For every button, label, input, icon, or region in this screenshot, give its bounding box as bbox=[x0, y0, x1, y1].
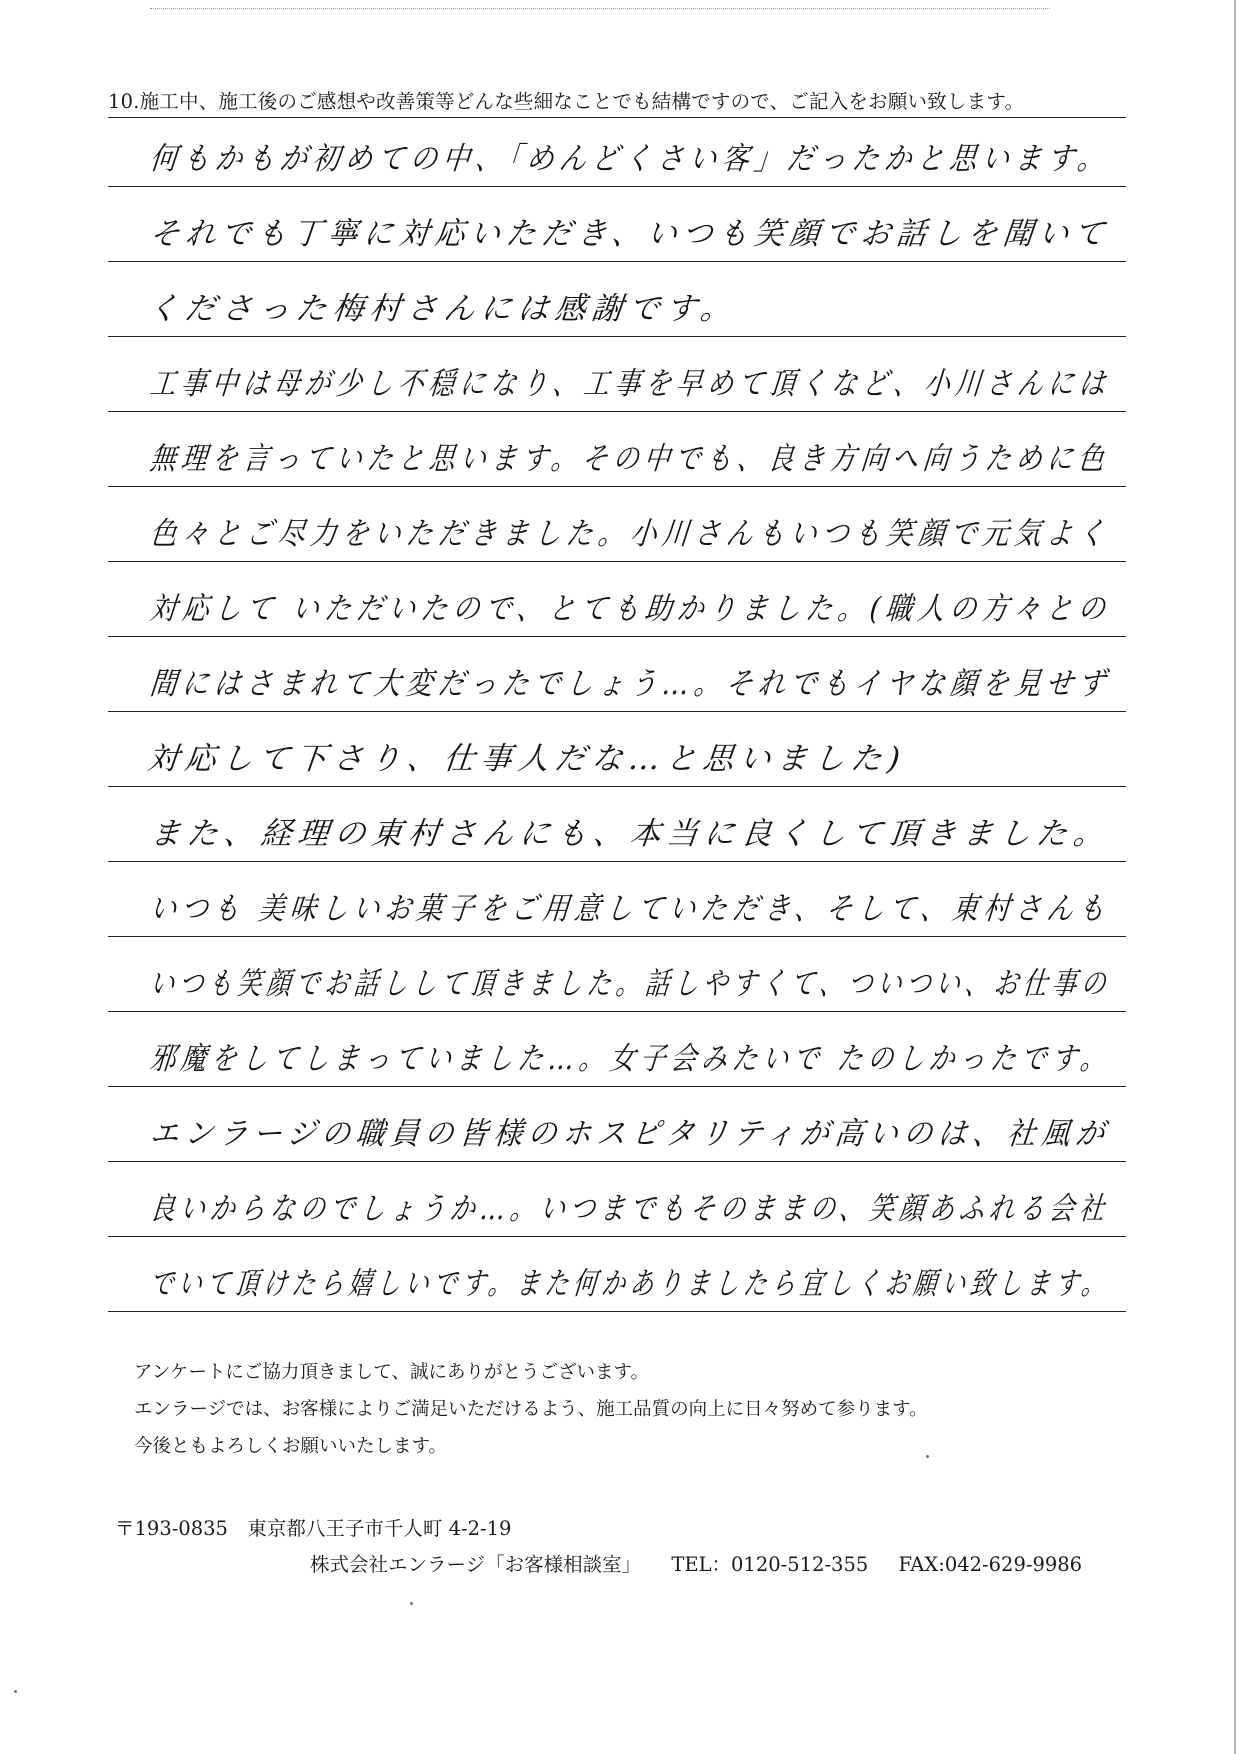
answer-line bbox=[108, 1087, 1126, 1162]
handwritten-text: 色々とご尽力をいただきました。小川さんもいつも笑顔で元気よく bbox=[148, 516, 1113, 552]
answer-line bbox=[108, 487, 1126, 562]
handwritten-text: また、経理の東村さんにも、本当に良くして頂きました。 bbox=[148, 816, 1112, 852]
handwritten-text: 無理を言っていたと思います。その中でも、良き方向へ向うために色 bbox=[148, 441, 1112, 477]
handwritten-text: くださった梅村さんには感謝です。 bbox=[145, 291, 740, 327]
answer-line bbox=[108, 862, 1126, 937]
handwritten-text: 何もかもが初めての中、「めんどくさい客」だったかと思います。 bbox=[148, 141, 1112, 177]
answer-line bbox=[108, 112, 1126, 187]
answer-line bbox=[108, 187, 1126, 262]
handwritten-text: いつも 美味しいお菓子をご用意していただき、そして、東村さんも bbox=[148, 891, 1112, 927]
answer-line bbox=[108, 937, 1126, 1012]
handwritten-text: 対応して いただいたので、とても助かりました。(職人の方々との bbox=[148, 591, 1113, 627]
handwritten-text: 対応して下さり、仕事人だな…と思いました) bbox=[145, 741, 908, 777]
scan-speck bbox=[14, 1690, 17, 1693]
company-contact bbox=[310, 1549, 1106, 1577]
answer-line bbox=[108, 562, 1126, 637]
answer-line bbox=[108, 412, 1126, 487]
answer-line bbox=[108, 262, 1126, 337]
fax-number: FAX:042-629-9986 bbox=[898, 1553, 1083, 1576]
scan-speck bbox=[926, 1455, 929, 1458]
question-heading: 10.施工中、施工後のご感想や改善策等どんな些細なことでも結構ですので、ご記入をお願い致します。 bbox=[108, 86, 1126, 118]
answer-line bbox=[108, 787, 1126, 862]
scan-edge-line bbox=[1234, 0, 1236, 1754]
answer-line bbox=[108, 712, 1126, 787]
handwritten-text: いつも笑顔でお話しして頂きました。話しやすくて、ついつい、お仕事の bbox=[148, 966, 1113, 1002]
answer-line bbox=[108, 1237, 1126, 1312]
answer-line bbox=[108, 337, 1126, 412]
handwritten-text: それでも丁寧に対応いただき、いつも笑顔でお話しを聞いて bbox=[148, 216, 1112, 252]
thanks-line: アンケートにご協力頂きまして、誠にありがとうございます。 bbox=[134, 1362, 650, 1383]
office-name: 株式会社エンラージ「お客様相談室」 bbox=[310, 1553, 642, 1576]
handwritten-text: 間にはさまれて大変だったでしょう…。それでもイヤな顔を見せず bbox=[148, 666, 1113, 702]
tel-number: TEL：0120-512-355 bbox=[671, 1553, 869, 1576]
answer-line bbox=[108, 1012, 1126, 1087]
scan-speck bbox=[410, 1602, 413, 1605]
answer-line bbox=[108, 637, 1126, 712]
handwritten-answer-area bbox=[108, 112, 1126, 1312]
handwritten-text: 良いからなのでしょうか…。いつまでもそのままの、笑顔あふれる会社 bbox=[148, 1191, 1112, 1227]
handwritten-text: エンラージの職員の皆様のホスピタリティが高いのは、社風が bbox=[148, 1116, 1112, 1152]
cut-off-header-strip bbox=[150, 0, 1050, 9]
company-address: 〒193-0835 東京都八王子市千人町 4-2-19 bbox=[115, 1517, 512, 1540]
thanks-line: 今後ともよろしくお願いいたします。 bbox=[134, 1436, 448, 1457]
handwritten-text: 邪魔をしてしまっていました…。女子会みたいで たのしかったです。 bbox=[148, 1041, 1113, 1077]
handwritten-text: でいて頂けたら嬉しいです。また何かありましたら宜しくお願い致します。 bbox=[148, 1266, 1112, 1302]
answer-line bbox=[108, 1162, 1126, 1237]
handwritten-text: 工事中は母が少し不穏になり、工事を早めて頂くなど、小川さんには bbox=[148, 366, 1112, 402]
thank-you-message bbox=[134, 1354, 928, 1465]
thanks-line: エンラージでは、お客様によりご満足いただけるよう、施工品質の向上に日々努めて参ります。 bbox=[134, 1399, 928, 1420]
